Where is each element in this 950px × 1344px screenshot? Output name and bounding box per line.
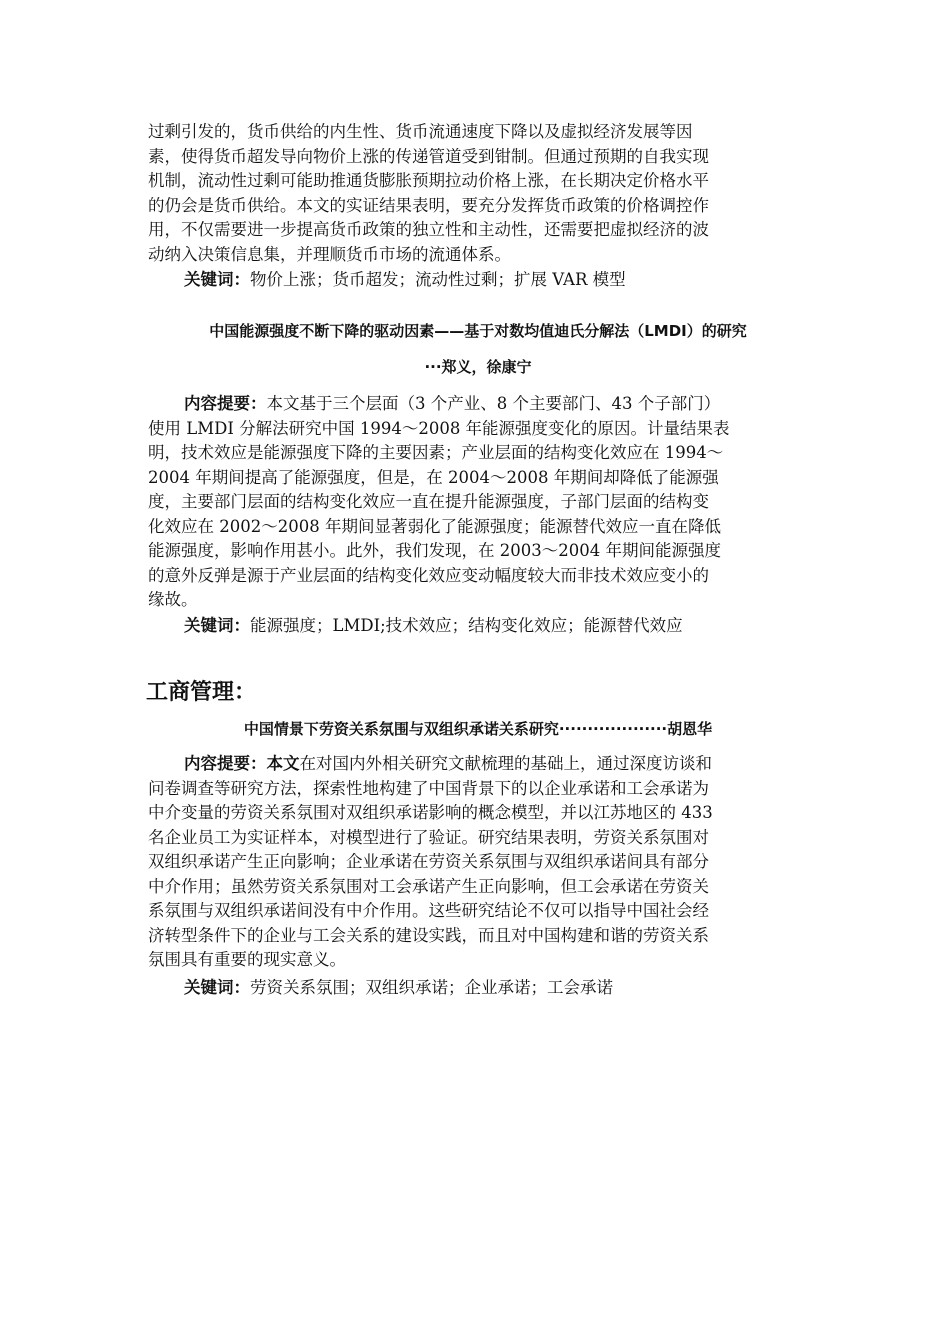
article-title: 中国情景下劳资关系氛围与双组织承诺关系研究···················胡恩华 — [243, 720, 713, 738]
article-summary — [148, 752, 808, 973]
article-title: 中国能源强度不断下降的驱动因素——基于对数均值迪氏分解法（LMDI）的研究 — [209, 322, 747, 340]
summary-first-line — [148, 752, 808, 777]
summary-line: 2004 年期间提高了能源强度，但是，在 2004～2008 年期间却降低了能源强 — [148, 467, 719, 487]
abstract-continuation — [148, 120, 808, 267]
summary-line: 的意外反弹是源于产业层面的结构变化效应变动幅度较大而非技术效应变小的 — [148, 565, 709, 585]
summary-line: 使用 LMDI 分解法研究中国 1994～2008 年能源强度变化的原因。计量结果表 — [148, 418, 730, 438]
keywords-line — [184, 614, 683, 638]
summary-line: 问卷调查等研究方法，探索性地构建了中国背景下的以企业承诺和工会承诺为 — [148, 778, 709, 798]
keywords-text: 劳资关系氛围；双组织承诺；企业承诺；工会承诺 — [250, 978, 613, 997]
abstract-line: 动纳入决策信息集，并理顺货币市场的流通体系。 — [148, 244, 511, 264]
keywords-text: 物价上涨；货币超发；流动性过剩；扩展 VAR 模型 — [250, 270, 626, 289]
keywords-line — [184, 268, 626, 292]
abstract-line: 用，不仅需要进一步提高货币政策的独立性和主动性，还需要把虚拟经济的波 — [148, 220, 709, 239]
keywords-label: 关键词： — [184, 616, 250, 635]
article-authors: ···郑义，徐康宁 — [424, 358, 532, 376]
summary-label: 内容提要： — [184, 754, 267, 773]
summary-line: 能源强度，影响作用甚小。此外，我们发现，在 2003～2004 年期间能源强度 — [148, 541, 721, 560]
summary-line: 度，主要部门层面的结构变化效应一直在提升能源强度，子部门层面的结构变 — [148, 492, 709, 511]
summary-text: 在对国内外相关研究文献梳理的基础上，通过深度访谈和 — [299, 754, 712, 773]
summary-text: 本文基于三个层面（3 个产业、8 个主要部门、43 个子部门） — [266, 394, 721, 413]
summary-label: 内容提要： — [184, 394, 267, 413]
abstract-line: 的仍会是货币供给。本文的实证结果表明，要充分发挥货币政策的价格调控作 — [148, 195, 709, 215]
summary-line: 系氛围与双组织承诺间没有中介作用。这些研究结论不仅可以指导中国社会经 — [148, 901, 709, 920]
summary-line: 中介作用；虽然劳资关系氛围对工会承诺产生正向影响，但工会承诺在劳资关 — [148, 876, 709, 896]
keywords-line — [184, 976, 613, 1000]
summary-line: 明，技术效应是能源强度下降的主要因素；产业层面的结构变化效应在 1994～ — [148, 443, 724, 462]
abstract-line: 素，使得货币超发导向物价上涨的传递管道受到钳制。但通过预期的自我实现 — [148, 146, 709, 166]
summary-label-extra: 本文 — [266, 754, 300, 773]
summary-line: 氛围具有重要的现实意义。 — [148, 950, 346, 969]
abstract-line: 过剩引发的，货币供给的内生性、货币流通速度下降以及虚拟经济发展等因 — [148, 122, 693, 141]
summary-line: 中介变量的劳资关系氛围对双组织承诺影响的概念模型，并以江苏地区的 433 — [148, 803, 713, 822]
article-summary — [148, 392, 808, 613]
keywords-label: 关键词： — [184, 270, 250, 289]
summary-line: 缘故。 — [148, 590, 198, 609]
keywords-label: 关键词： — [184, 978, 250, 997]
abstract-line: 机制，流动性过剩可能助推通货膨胀预期拉动价格上涨，在长期决定价格水平 — [148, 171, 709, 190]
summary-line: 济转型条件下的企业与工会关系的建设实践，而且对中国构建和谐的劳资关系 — [148, 925, 709, 945]
summary-first-line — [148, 392, 808, 417]
summary-line: 名企业员工为实证样本，对模型进行了验证。研究结果表明，劳资关系氛围对 — [148, 827, 709, 847]
summary-line: 化效应在 2002～2008 年期间显著弱化了能源强度；能源替代效应一直在降低 — [148, 516, 721, 536]
summary-line: 双组织承诺产生正向影响；企业承诺在劳资关系氛围与双组织承诺间具有部分 — [148, 852, 709, 871]
keywords-text: 能源强度；LMDI;技术效应；结构变化效应；能源替代效应 — [250, 616, 683, 635]
section-heading: 工商管理： — [146, 680, 257, 705]
